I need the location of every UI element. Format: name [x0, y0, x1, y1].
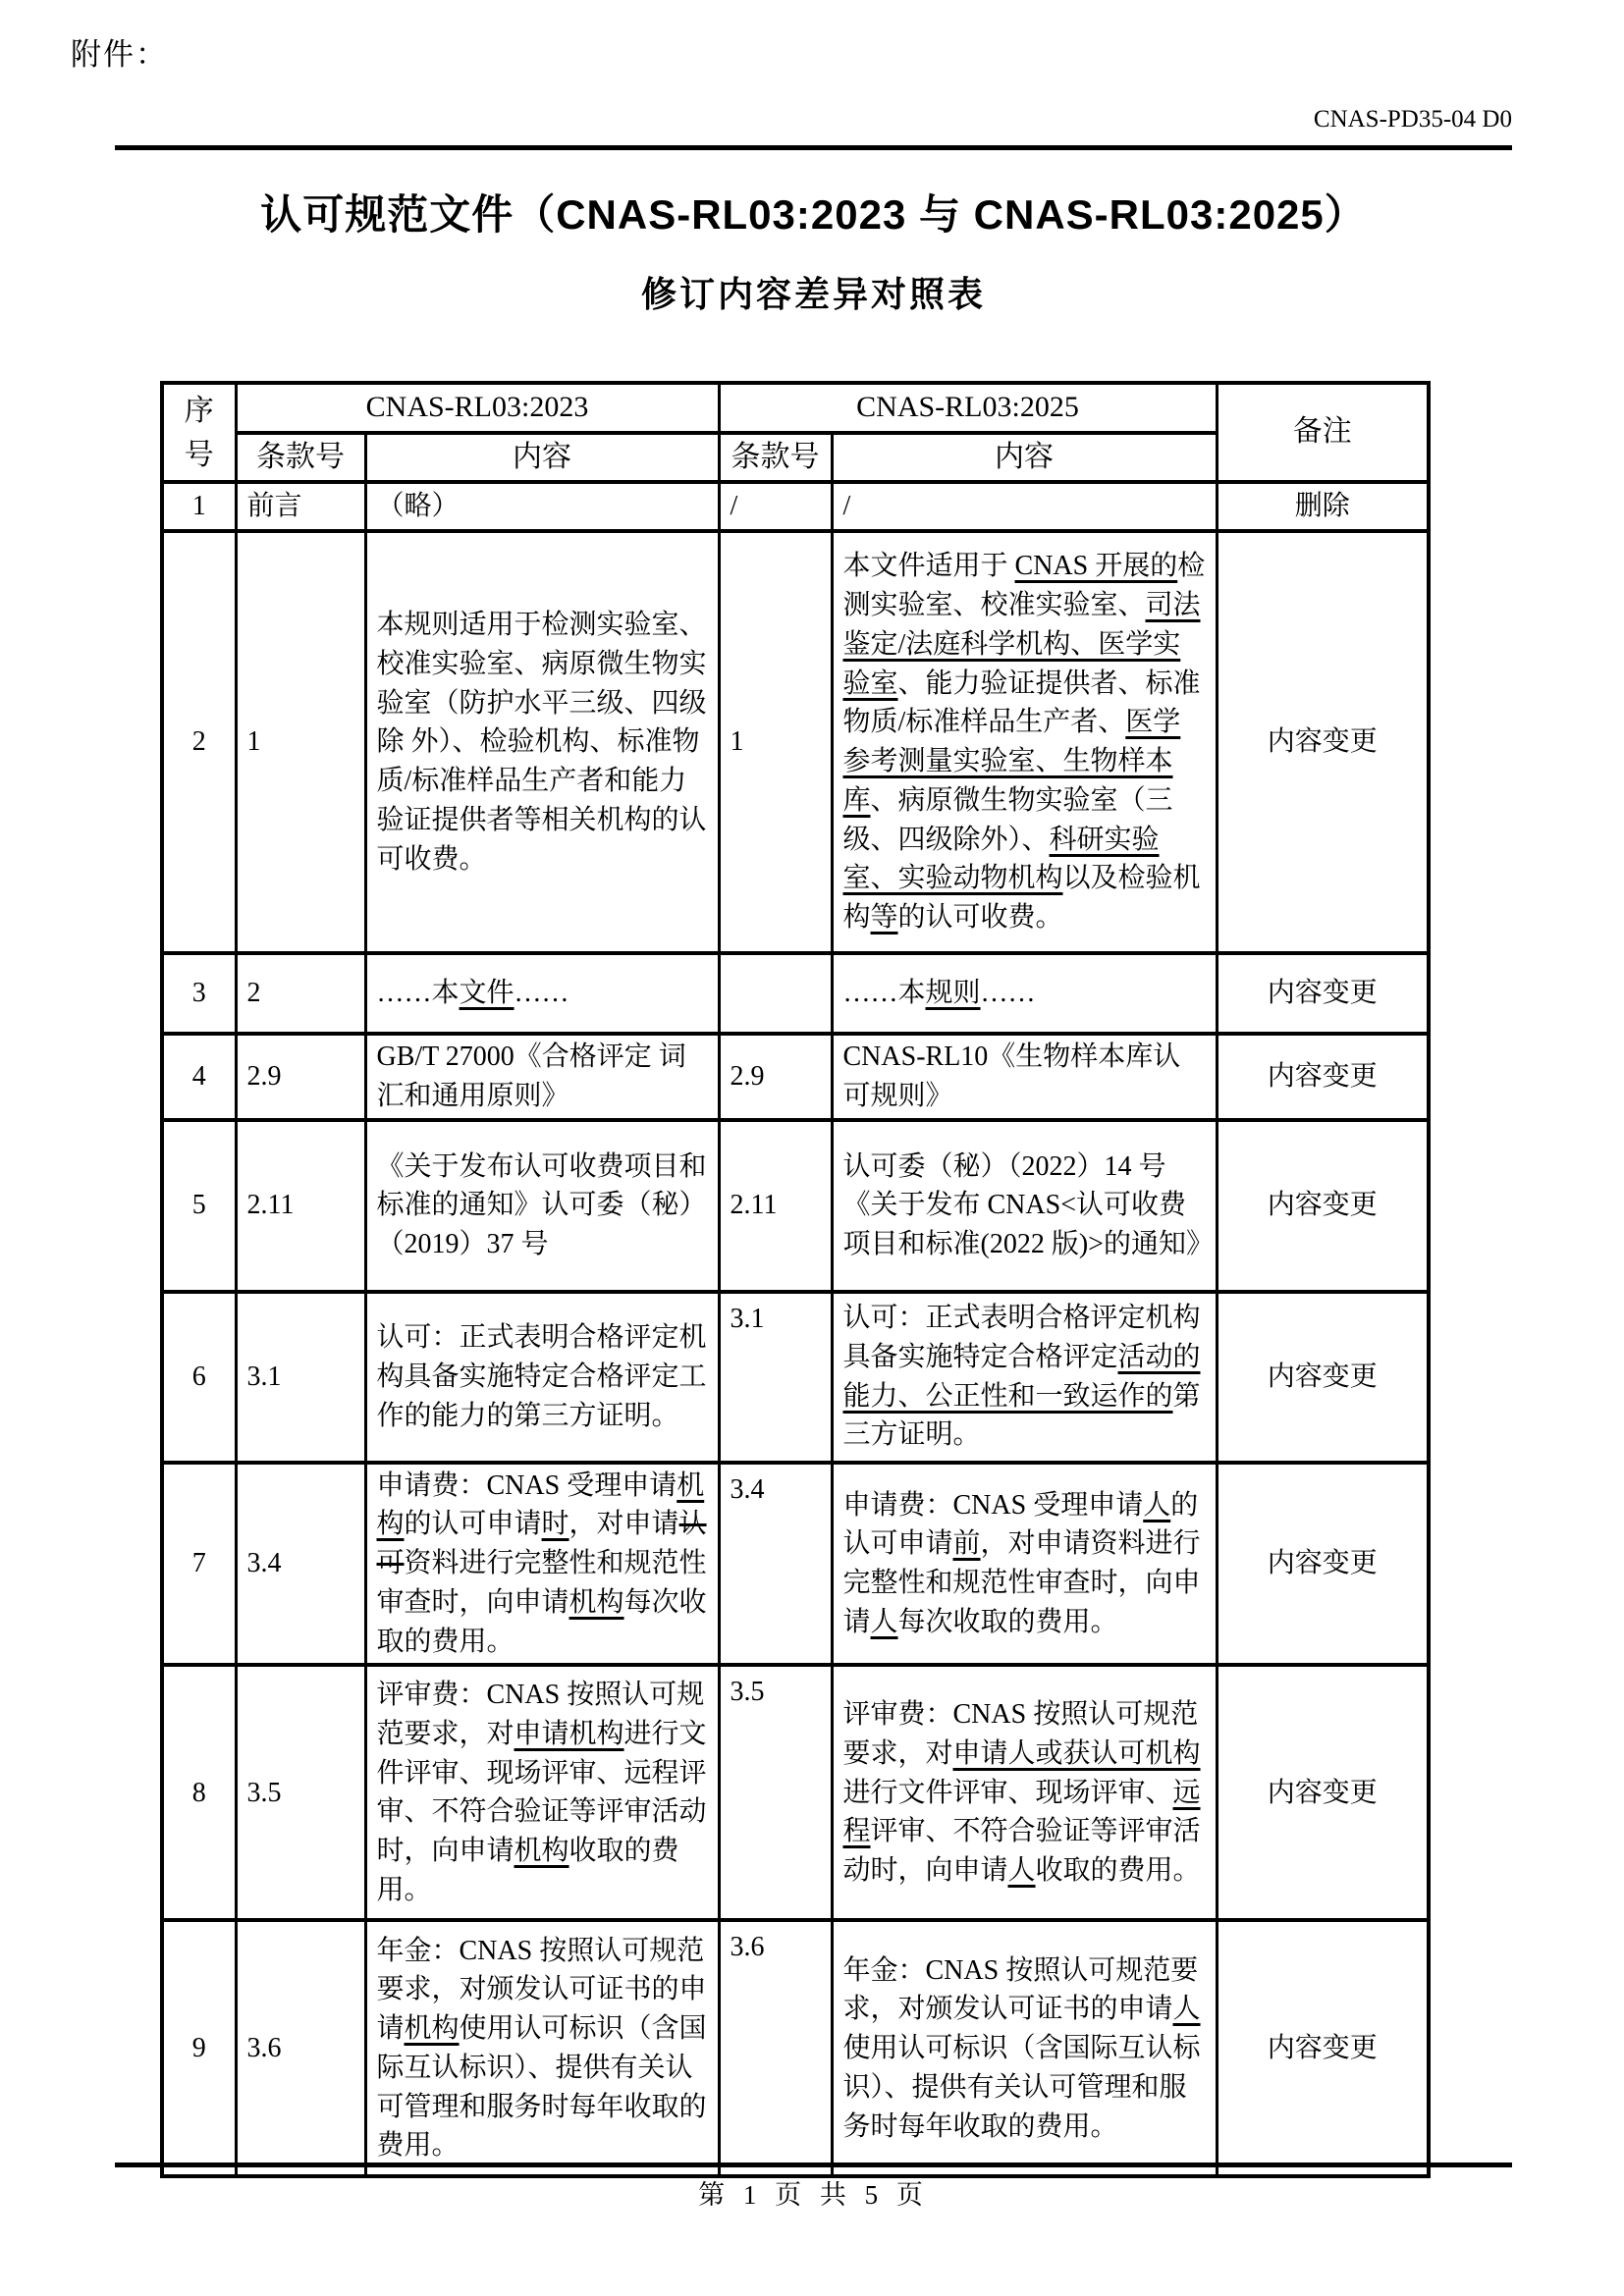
table-row — [162, 482, 1429, 531]
inserted-text: CNAS 开展的 — [1014, 551, 1178, 582]
text-segment: / — [842, 491, 851, 522]
content-2023-cell — [365, 1034, 719, 1120]
text-segment: ，对申请 — [568, 1509, 679, 1540]
content-2023-cell — [365, 482, 719, 531]
diff-table — [160, 381, 1431, 2178]
clause-2025-cell: 2.9 — [719, 1034, 832, 1120]
content-2023-cell — [365, 1665, 719, 1920]
page-subtitle: 修订内容差异对照表 — [640, 274, 986, 314]
table-row — [162, 531, 1429, 953]
text-segment: 认可委（秘）（2022）14 号《关于发布 CNAS<认可收费项目和标准(2022 版)>的通知》 — [842, 1150, 1214, 1260]
clause-2023-cell: 2.11 — [236, 1120, 365, 1292]
text-segment: 每次收取的费用。 — [897, 1606, 1118, 1637]
text-segment: 的认可申请 — [404, 1509, 542, 1540]
clause-2025-cell: / — [719, 482, 832, 531]
text-segment: （略） — [376, 491, 460, 522]
text-segment: ，对申请资料进行完整性和规范性审查时，向申请 — [842, 1528, 1201, 1637]
text-segment: 每次收取的费用。 — [376, 1586, 707, 1657]
inserted-text: 申请人或获认可机构 — [952, 1737, 1201, 1769]
text-segment: 进行文件评审、现场评审、远程评审、不符合验证等评审活动时，向申请 — [376, 1718, 707, 1867]
clause-2025-cell — [719, 953, 832, 1034]
text-segment: 认可：正式表明合格评定机构具备实施特定合格评定 — [842, 1303, 1201, 1372]
text-segment: 使用认可标识（含国际互认标识）、提供有关认可管理和服务时每年收取的费用。 — [842, 2033, 1201, 2142]
table-row — [162, 1292, 1429, 1463]
inserted-text: 机构 — [514, 1836, 569, 1867]
remark-cell: 内容变更 — [1217, 953, 1429, 1034]
content-2023-cell — [365, 1120, 719, 1292]
text-segment: 评审、不符合验证等评审活动时，向申请 — [842, 1816, 1201, 1887]
content-2023-cell — [365, 953, 719, 1034]
inserted-text: 远程 — [842, 1777, 1201, 1847]
text-segment: 检测实验室、校准实验室、 — [842, 551, 1206, 621]
clause-2025-cell: 3.6 — [719, 1920, 832, 2176]
inserted-text: 医学参考测量实验室、生物样本库 — [842, 707, 1181, 816]
footer-rule — [115, 2163, 1512, 2167]
header-row-1 — [162, 383, 1429, 433]
inserted-text: 机构 — [568, 1586, 624, 1618]
seq-cell: 7 — [162, 1463, 236, 1666]
header-cnas-rl03-2023: CNAS-RL03:2023 — [236, 383, 719, 433]
content-2025-cell — [832, 531, 1217, 953]
content-2023-cell — [365, 1292, 719, 1463]
inserted-text: 科研实验室、实验动物机构 — [842, 824, 1160, 894]
seq-cell: 2 — [162, 531, 236, 953]
seq-cell: 5 — [162, 1120, 236, 1292]
inserted-text: 等 — [870, 902, 898, 934]
clause-2023-cell: 3.6 — [236, 1920, 365, 2176]
header-cnas-rl03-2025: CNAS-RL03:2025 — [719, 383, 1217, 433]
inserted-text: 前 — [952, 1528, 981, 1560]
seq-cell: 4 — [162, 1034, 236, 1120]
inserted-text: 司法鉴定/法庭科学机构、医学实验室 — [842, 590, 1201, 699]
text-segment: 的认可申请 — [842, 1489, 1199, 1560]
remark-cell: 内容变更 — [1217, 1034, 1429, 1120]
header-content-2023: 内容 — [365, 433, 719, 483]
text-segment: ……本 — [842, 978, 926, 1009]
content-2025-cell — [832, 953, 1217, 1034]
content-2025-cell — [832, 482, 1217, 531]
table-row — [162, 953, 1429, 1034]
inserted-text: 人 — [870, 1606, 898, 1637]
text-segment: 申请费：CNAS 受理申请 — [842, 1489, 1144, 1521]
clause-2023-cell: 3.4 — [236, 1463, 365, 1666]
seq-cell: 8 — [162, 1665, 236, 1920]
remark-cell: 内容变更 — [1217, 1292, 1429, 1463]
table-row — [162, 1463, 1429, 1666]
text-segment: 收取的费用。 — [376, 1836, 679, 1905]
content-2025-cell — [832, 1034, 1217, 1120]
text-segment: 、能力验证提供者、标准物质/标准样品生产者、 — [842, 667, 1201, 738]
header-clause-2025: 条款号 — [719, 433, 832, 483]
text-segment: 使用认可标识（含国际互认标识）、提供有关认可管理和服务时每年收取的费用。 — [376, 2013, 707, 2162]
inserted-text: 人 — [1007, 1855, 1036, 1887]
clause-2025-cell: 2.11 — [719, 1120, 832, 1292]
deleted-text: 认可 — [376, 1509, 707, 1579]
inserted-text: 人 — [1172, 1994, 1201, 2025]
text-segment: GB/T 27000《合格评定 词汇和通用原则》 — [376, 1041, 686, 1111]
text-segment: 申请费：CNAS 受理申请 — [376, 1469, 677, 1501]
seq-cell: 1 — [162, 482, 236, 531]
clause-2023-cell: 前言 — [236, 482, 365, 531]
text-segment: 、病原微生物实验室（三级、四级除外）、 — [842, 784, 1173, 855]
clause-2025-cell: 3.1 — [719, 1292, 832, 1463]
text-segment: CNAS-RL10《生物样本库认可规则》 — [842, 1041, 1181, 1111]
table-row — [162, 1665, 1429, 1920]
text-segment: 本规则适用于检测实验室、校准实验室、病原微生物实验室（防护水平三级、四级除 外）、检验机构、标准物质/标准样品生产者和能力验证提供者等相关机构的认可收费。 — [376, 610, 707, 875]
clause-2023-cell: 2.9 — [236, 1034, 365, 1120]
content-2025-cell — [832, 1463, 1217, 1666]
inserted-text: 申请机构 — [514, 1718, 624, 1749]
text-segment: 第三方证明。 — [842, 1380, 1201, 1451]
attachment-label: 附件： — [71, 37, 168, 72]
header-seq-label: 序号 — [184, 394, 214, 471]
text-segment: 资料进行完整性和规范性审查时，向申请 — [376, 1548, 707, 1618]
header-remark: 备注 — [1217, 383, 1429, 482]
text-segment: …… — [980, 978, 1036, 1009]
page-footer: 第 1 页 共 5 页 — [698, 2180, 929, 2210]
remark-cell: 内容变更 — [1217, 1463, 1429, 1666]
header-clause-2023: 条款号 — [236, 433, 365, 483]
text-segment: …… — [514, 978, 569, 1009]
table-row — [162, 1920, 1429, 2176]
clause-2025-cell: 3.4 — [719, 1463, 832, 1666]
seq-cell: 3 — [162, 953, 236, 1034]
inserted-text: 机构 — [376, 1469, 705, 1540]
clause-2023-cell: 3.1 — [236, 1292, 365, 1463]
inserted-text: 活动的能力、公正性和一致运作的 — [842, 1341, 1201, 1412]
content-2023-cell — [365, 1920, 719, 2176]
text-segment: 收取的费用。 — [1035, 1855, 1201, 1887]
doc-code: CNAS-PD35-04 D0 — [1313, 106, 1512, 133]
page-title: 认可规范文件（CNAS-RL03:2023 与 CNAS-RL03:2025） — [260, 191, 1367, 238]
header-seq — [162, 383, 236, 482]
header-content-2025: 内容 — [832, 433, 1217, 483]
content-2025-cell — [832, 1920, 1217, 2176]
content-2025-cell — [832, 1120, 1217, 1292]
text-segment: 以及检验机构 — [842, 863, 1201, 934]
remark-cell: 删除 — [1217, 482, 1429, 531]
clause-2023-cell: 1 — [236, 531, 365, 953]
text-segment: 《关于发布认可收费项目和标准的通知》认可委（秘）（2019）37 号 — [376, 1150, 707, 1260]
clause-2023-cell: 2 — [236, 953, 365, 1034]
seq-cell: 9 — [162, 1920, 236, 2176]
inserted-text: 时 — [541, 1509, 569, 1540]
text-segment: 的认可收费。 — [897, 902, 1063, 934]
remark-cell: 内容变更 — [1217, 531, 1429, 953]
inserted-text: 机构 — [404, 2013, 460, 2045]
seq-cell: 6 — [162, 1292, 236, 1463]
text-segment: 进行文件评审、现场评审、 — [842, 1777, 1173, 1808]
table-row — [162, 1120, 1429, 1292]
content-2023-cell — [365, 1463, 719, 1666]
remark-cell: 内容变更 — [1217, 1120, 1429, 1292]
clause-2025-cell: 3.5 — [719, 1665, 832, 1920]
inserted-text: 规则 — [925, 978, 981, 1009]
text-segment: 认可：正式表明合格评定机构具备实施特定合格评定工作的能力的第三方证明。 — [376, 1322, 707, 1431]
text-segment: 评审费：CNAS 按照认可规范要求，对 — [842, 1699, 1199, 1769]
content-2023-cell — [365, 531, 719, 953]
remark-cell: 内容变更 — [1217, 1920, 1429, 2176]
content-2025-cell — [832, 1665, 1217, 1920]
inserted-text: 人 — [1143, 1489, 1171, 1521]
table-row — [162, 1034, 1429, 1120]
text-segment: ……本 — [376, 978, 460, 1009]
header-rule — [115, 145, 1512, 150]
clause-2025-cell: 1 — [719, 531, 832, 953]
clause-2023-cell: 3.5 — [236, 1665, 365, 1920]
content-2025-cell — [832, 1292, 1217, 1463]
text-segment: 年金：CNAS 按照认可规范要求，对颁发认可证书的申请 — [376, 1935, 707, 2045]
inserted-text: 文件 — [459, 978, 514, 1009]
remark-cell: 内容变更 — [1217, 1665, 1429, 1920]
text-segment: 评审费：CNAS 按照认可规范要求，对 — [376, 1680, 705, 1749]
text-segment: 本文件适用于 — [842, 551, 1015, 582]
text-segment: 年金：CNAS 按照认可规范要求，对颁发认可证书的申请 — [842, 1954, 1199, 2025]
